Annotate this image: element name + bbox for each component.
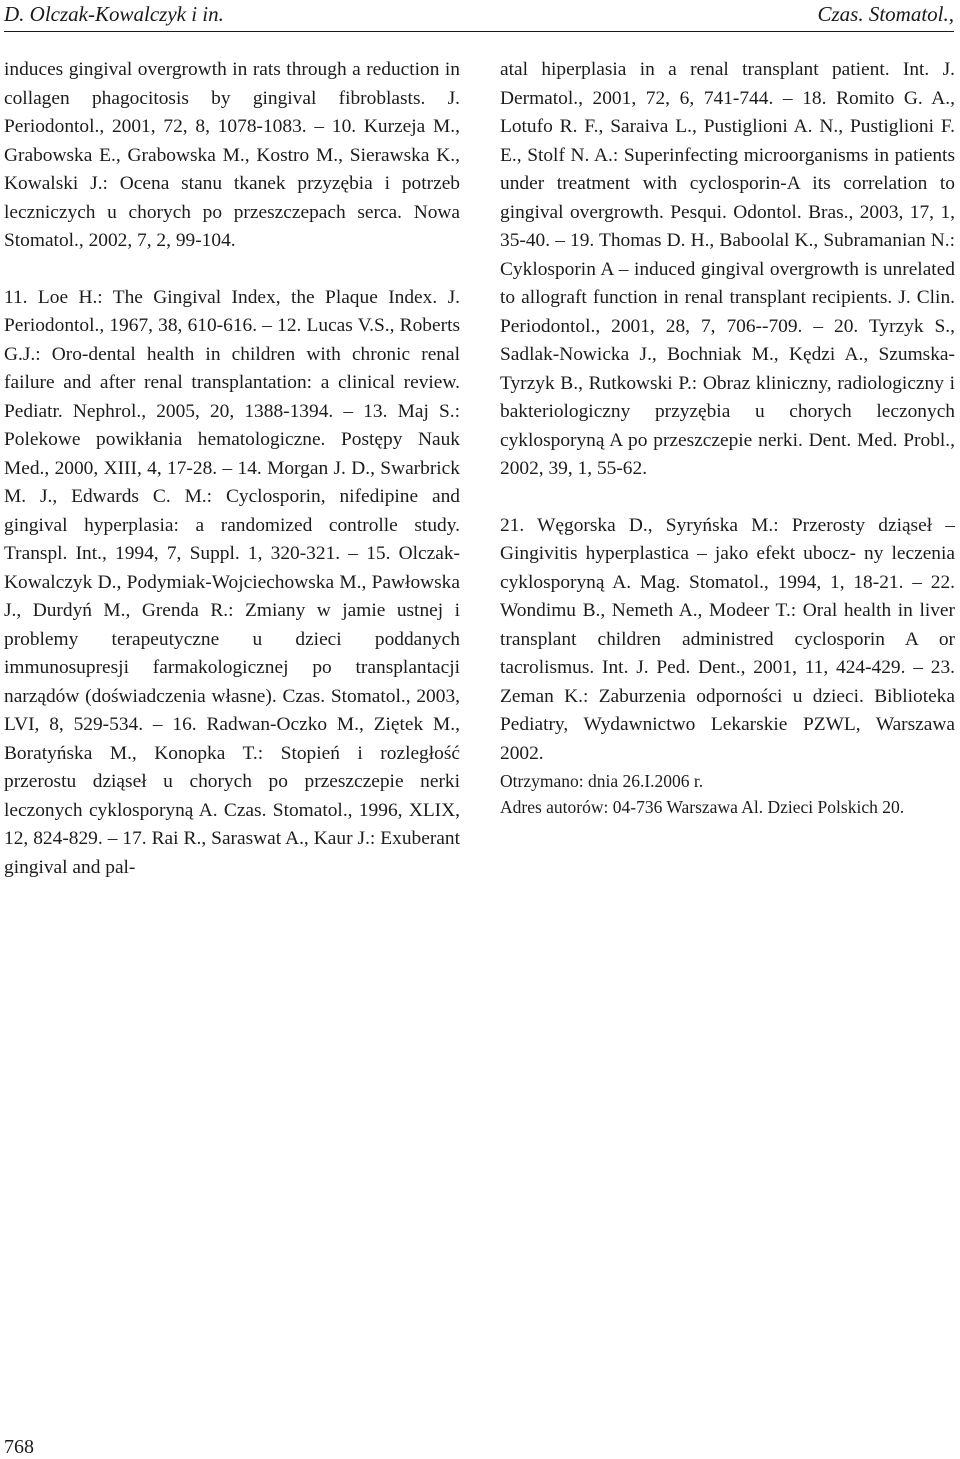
right-column bbox=[500, 56, 955, 820]
reference-paragraph: induces gingival overgrowth in rats through a reduction in collagen phagocitosis by gingival fibroblasts. J. Periodontol., 2001, 72, 8, 1078-1083. – 10. Kurzeja M., Grabowska E., Grabowska M., Kostro M., Sierawska K., Kowalski J.: Ocena stanu tkanek przyzębia i potrzeb leczniczych u chorych po przeszczepach serca. Nowa Stomatol., 2002, 7, 2, 99-104. bbox=[4, 59, 460, 251]
received-date: Otrzymano: dnia 26.I.2006 r. bbox=[500, 771, 704, 791]
author-address: Adres autorów: 04-736 Warszawa Al. Dzieci Polskich 20. bbox=[500, 797, 905, 817]
left-column bbox=[4, 56, 460, 882]
header-authors: D. Olczak-Kowalczyk i in. bbox=[4, 2, 224, 26]
reference-paragraph: atal hiperplasia in a renal transplant patient. Int. J. Dermatol., 2001, 72, 6, 741-744. – 18. Romito G. A., Lotufo R. F., Saraiva L., Pustiglioni A. N., Pustiglioni F. E., Stolf N. A.: Superinfecting microorganisms in patients under treatment with cyclosporin-A its correlation to gingival overgrowth. Pesqui. Odontol. Bras., 2003, 17, 1, 35-40. – 19. Thomas D. H., Baboolal K., Subramanian N.: Cyklosporin A – induced gingival overgrowth is unrelated to allograft function in renal transplant recipients. J. Clin. Periodontol., 2001, 28, 7, 706--709. – 20. Tyrzyk S., Sadlak-Nowicka J., Bochniak M., Kędzi A., Szumska-Tyrzyk B., Rutkowski P.: Obraz kliniczny, radiologiczny i bakteriologiczny przyzębia u chorych leczonych cyklosporyną A po przeszczepie nerki. Dent. Med. Probl., 2002, 39, 1, 55-62. bbox=[500, 59, 955, 479]
running-header bbox=[4, 0, 954, 34]
reference-paragraph: 21. Węgorska D., Syryńska M.: Przerosty dziąseł – Gingivitis hyperplastica – jako efekt ubocz- ny leczenia cyklosporyną A. Mag. Stomatol., 1994, 1, 18-21. – 22. Wondimu B., Nemeth A., Modeer T.: Oral health in liver transplant children administred cyclosporin A or tacrolismus. Int. J. Ped. Dent., 2001, 11, 424-429. – 23. Zeman K.: Zaburzenia odporności u dzieci. Biblioteka Pediatry, Wydawnictwo Lekarskie PZWL, Warszawa 2002. bbox=[500, 514, 955, 764]
reference-paragraph: 11. Loe H.: The Gingival Index, the Plaque Index. J. Periodontol., 1967, 38, 610-616. – 12. Lucas V.S., Roberts G.J.: Oro-dental health in children with chronic renal failure and after renal transplantation: a clinical review. Pediatr. Nephrol., 2005, 20, 1388-1394. – 13. Maj S.: Polekowe powikłania hematologiczne. Postępy Nauk Med., 2000, XIII, 4, 17-28. – 14. Morgan J. D., Swarbrick M. J., Edwards C. M.: Cyclosporin, nifedipine and gingival hyperplasia: a randomized controlle study. Transpl. Int., 1994, 7, Suppl. 1, 320-321. – 15. Olczak-Kowalczyk D., Podymiak-Wojciechowska M., Pawłowska J., Durdyń M., Grenda R.: Zmiany w jamie ustnej i problemy terapeutyczne u dzieci poddanych immunosupresji farmakologicznej po transplantacji narządów (doświadczenia własne). Czas. Stomatol., 2003, LVI, 8, 529-534. – 16. Radwan-Oczko M., Ziętek M., Boratyńska M., Konopka T.: Stopień i rozległość przerostu dziąseł u chorych po przeszczepie nerki leczonych cyklosporyną A. Czas. Stomatol., 1996, XLIX, 12, 824-829. – 17. Rai R., Saraswat A., Kaur J.: Exuberant gingival and pal- bbox=[4, 286, 460, 878]
page-number: 768 bbox=[4, 1436, 34, 1458]
header-journal: Czas. Stomatol., bbox=[817, 2, 954, 26]
header-rule bbox=[4, 31, 954, 32]
